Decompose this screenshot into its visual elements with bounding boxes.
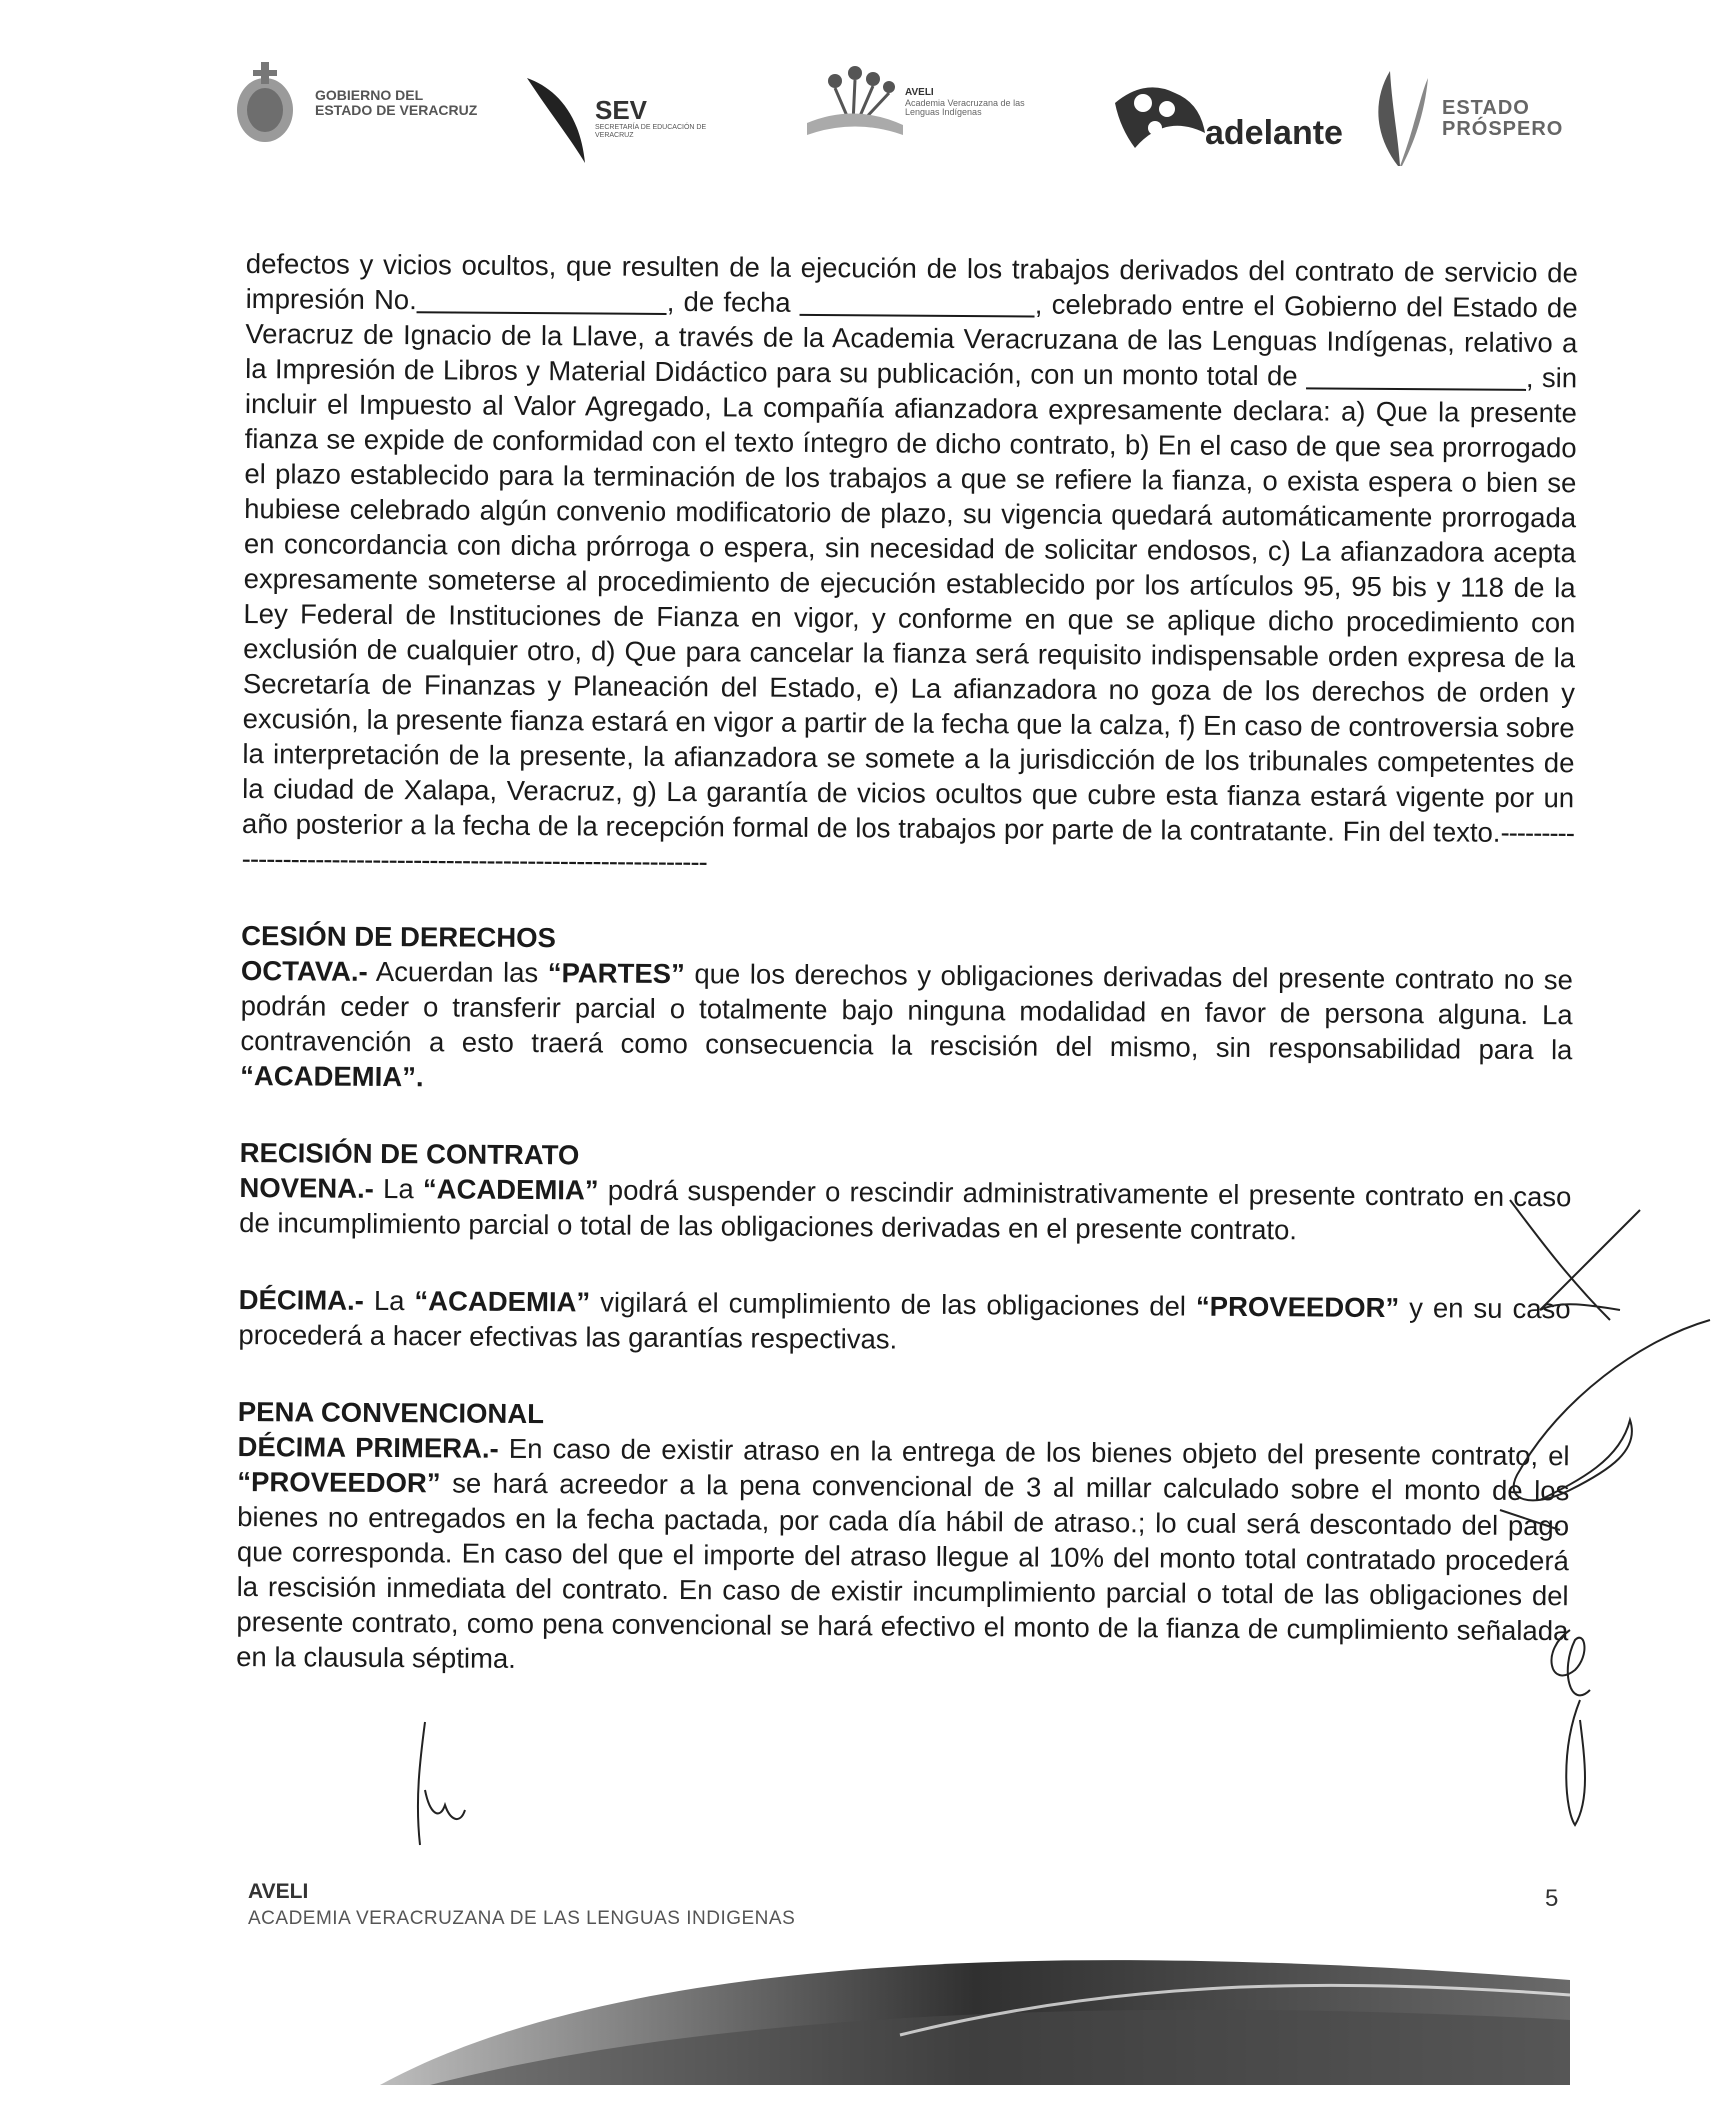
sev-swoosh-icon (525, 68, 595, 168)
recision-heading: RECISIÓN DE CONTRATO (239, 1136, 580, 1171)
adelante-figures-icon (1105, 73, 1215, 163)
aveli-flowers-icon (805, 63, 905, 143)
page-number: 5 (1545, 1885, 1559, 1912)
decima-primera-clause: DÉCIMA PRIMERA.- En caso de existir atraso en la entrega de los bienes objeto del presente contrato, el “PROVEEDOR” se hará acreedor a la pena convencional de 3 al millar calculado sobre el monto de los bienes no entregados en la fecha pactada, por cada día hábil de atraso.; lo cual será descontado del pago que corresponda. En caso del que el importe del atraso llegue al 10% del monto total contratado procederá la rescisión inmediata del contrato. En caso de existir incumplimiento parcial o total de las obligaciones del presente contrato, como pena convencional se hará efectivo el monto de la fianza de cumplimiento señalada en la clausula séptima. (236, 1430, 1570, 1674)
sev-subtitle: SECRETARÍA DE EDUCACIÓN DE VERACRUZ (595, 124, 707, 139)
gobierno-line2: ESTADO DE VERACRUZ (315, 102, 478, 118)
footer-full-name: ACADEMIA VERACRUZANA DE LAS LENGUAS INDIGENAS (248, 1908, 796, 1929)
decima-clause: DÉCIMA.- La “ACADEMIA” vigilará el cumplimiento de las obligaciones del “PROVEEDOR” y en su caso procederá a hacer efectivas las garantías respectivas. (238, 1283, 1571, 1355)
amount-blank (1306, 361, 1526, 391)
coat-of-arms-icon (225, 58, 305, 148)
prospero-line1: ESTADO (1442, 96, 1530, 119)
aveli-subtitle: Academia Veracruzana de las Lenguas Indígenas (905, 97, 1025, 118)
end-dashes: ------------------------------------------------------------------ (241, 816, 1575, 878)
aveli-logo (805, 63, 1055, 143)
date-blank (800, 288, 1035, 318)
contract-body (236, 246, 1578, 1683)
pena-heading: PENA CONVENCIONAL (237, 1395, 545, 1430)
prospero-line2: PRÓSPERO (1442, 117, 1564, 140)
footer-organization (248, 1880, 795, 1930)
estado-prospero-logo (1370, 66, 1563, 171)
aveli-abbr: AVELI (905, 87, 934, 99)
sev-logo (525, 68, 745, 168)
footer-wave-decoration (0, 1925, 1728, 2120)
signature-initials-right (1530, 1610, 1620, 1840)
gobierno-line1: GOBIERNO DEL (315, 87, 424, 104)
adelante-logo (1105, 73, 1343, 163)
gobierno-veracruz-logo (225, 58, 477, 148)
fianza-paragraph: defectos y vicios ocultos, que resulten de la ejecución de los trabajos derivados del contrato de servicio de impresión No. , de fecha , celebrado entre el Gobierno del Estado de Veracruz de Ignacio de la Llave, a través de la Academia Veracruzana de las Lenguas Indígenas, relativo a la Impresión de Libros y Material Didáctico para su publicación, con un monto total de , sin incluir el Impuesto al Valor Agregado, La compañía afianzadora expresamente declara: a) Que la presente fianza se expide de conformidad con el texto íntegro de dicho contrato, b) En el caso de que sea prorrogado el plazo establecido para la terminación de los trabajos a que se refiere la fianza, o exista espera o bien se hubiese celebrado algún convenio modificatorio de plazo, su vigencia quedará automáticamente prorrogada en concordancia con dicha prórroga o espera, sin necesidad de solicitar endosos, c) La afianzadora acepta expresamente someterse al procedimiento de ejecución establecido por los artículos 95, 95 bis y 118 de la Ley Federal de Instituciones de Fianza en vigor, y conforme en que se aplique dicho procedimiento con exclusión de cualquier otro, d) Que para cancelar la fianza será requisito indispensable orden expresa de la Secretaría de Finanzas y Planeación del Estado, e) La afianzadora no goza de los derechos de orden y excusión, la presente fianza estará en vigor a partir de la fecha que la calza, f) En caso de controversia sobre la interpretación de la presente, la afianzadora se somete a la jurisdicción de los tribunales competentes de la ciudad de Xalapa, Veracruz, g) La garantía de vicios ocultos que cubre esta fianza estará vigente por un año posterior a la fecha de la recepción formal de los trabajos por parte de la contratante. Fin del texto.------------------------------------------------------------------ (241, 247, 1578, 878)
sev-abbr: SEV (595, 95, 648, 125)
prospero-leaf-icon (1370, 66, 1430, 171)
signature-loop (1440, 1300, 1720, 1540)
octava-clause: OCTAVA.- Acuerdan las “PARTES” que los derechos y obligaciones derivadas del presente contrato no se podrán ceder o transferir parcial o totalmente bajo ninguna modalidad en favor de persona alguna. La contravención a esto traerá como consecuencia la rescisión del mismo, sin responsabilidad para la “ACADEMIA”. (240, 954, 1574, 1093)
adelante-word: adelante (1205, 113, 1343, 152)
signature-initials-bottom (400, 1720, 510, 1850)
novena-clause: NOVENA.- La “ACADEMIA” podrá suspender o rescindir administrativamente el presente contrato en caso de incumplimiento parcial o total de las obligaciones derivadas en el presente contrato. (239, 1171, 1572, 1246)
cesion-heading: CESIÓN DE DERECHOS (241, 919, 557, 954)
header-logos (225, 58, 1585, 178)
footer-abbr: AVELI (248, 1880, 309, 1903)
contract-number-blank (417, 285, 667, 315)
